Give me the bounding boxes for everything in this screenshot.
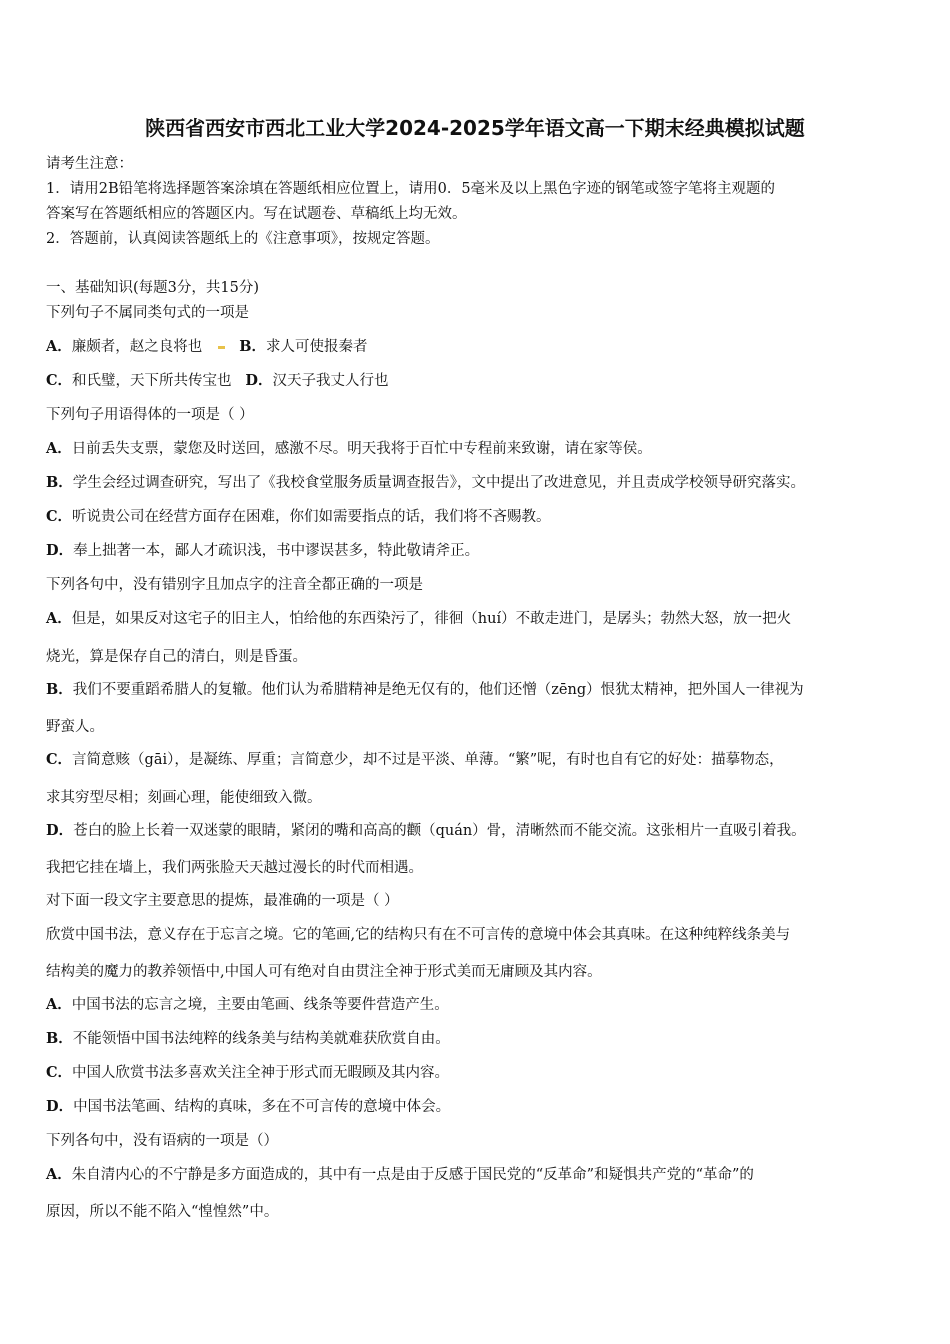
question-1-row-cd	[46, 369, 388, 390]
page-title: 陕西省西安市西北工业大学2024-2025学年语文高一下期末经典模拟试题	[145, 116, 805, 140]
option-a-key: A．	[46, 610, 72, 627]
notice-line-1: 1．请用2B铅笔将选择题答案涂填在答题纸相应位置上，请用0．5毫米及以上黑色字迹的钢笔或签字笔将主观题的	[46, 181, 776, 197]
option-d-text: 汉天子我丈人行也	[272, 373, 389, 389]
question-3-option-d	[46, 819, 806, 840]
option-b-key: B．	[239, 338, 267, 355]
question-2-option-c	[46, 505, 551, 526]
highlight-mark	[218, 346, 225, 349]
option-d-text: 中国书法笔画、结构的真味，多在不可言传的意境中体会。	[73, 1099, 451, 1115]
option-d-key: D．	[245, 372, 273, 389]
question-2-option-a	[46, 437, 652, 458]
option-d-text: 苍白的脸上长着一双迷蒙的眼睛，紧闭的嘴和高高的颧（quán）骨，清晰然而不能交流。这张相片一直吸引着我。	[73, 823, 806, 839]
option-b-text: 学生会经过调查研究，写出了《我校食堂服务质量调查报告》，文中提出了改进意见，并且责成学校领导研究落实。	[72, 475, 806, 491]
option-a-key: A．	[46, 338, 72, 355]
question-4-option-d	[46, 1095, 450, 1116]
option-a-text: 朱自清内心的不宁静是多方面造成的，其中有一点是由于反感于国民党的“反革命”和疑惧共产党的“革命”的	[71, 1167, 754, 1183]
question-3-stem: 下列各句中，没有错别字且加点字的注音全都正确的一项是	[46, 577, 423, 593]
question-4-passage-line-2: 结构美的魔力的教养领悟中,中国人可有绝对自由贯注全神于形式美而无庸顾及其内容。	[46, 964, 602, 980]
option-d-key: D．	[46, 542, 74, 559]
question-3-option-b	[46, 678, 804, 699]
question-3-option-c-cont: 求其穷型尽相；刻画心理，能使细致入微。	[46, 790, 322, 806]
option-b-text: 我们不要重蹈希腊人的复辙。他们认为希腊精神是绝无仅有的，他们还憎（zēng）恨犹太精神，把外国人一律视为	[72, 682, 804, 698]
question-4-stem: 对下面一段文字主要意思的提炼，最准确的一项是（ ）	[46, 893, 399, 909]
question-4-option-a	[46, 993, 449, 1014]
question-4-option-b	[46, 1027, 450, 1048]
question-5-option-a-cont: 原因，所以不能不陷入“惶惶然”中。	[46, 1204, 279, 1220]
option-c-text: 和氏璧，天下所共传宝也	[72, 373, 232, 389]
option-a-key: A．	[46, 1166, 72, 1183]
option-d-text: 奉上拙著一本，鄙人才疏识浅，书中谬误甚多，特此敬请斧正。	[73, 543, 480, 559]
question-4-passage-line-1: 欣赏中国书法，意义存在于忘言之境。它的笔画,它的结构只有在不可言传的意境中体会其真味。在这种纯粹线条美与	[46, 927, 791, 943]
question-3-option-a-cont: 烧光，算是保存自己的清白，则是昏蛋。	[46, 649, 307, 665]
option-c-key: C．	[46, 1064, 73, 1081]
option-b-key: B．	[46, 681, 73, 698]
question-3-option-a	[46, 607, 791, 628]
option-d-key: D．	[46, 1098, 74, 1115]
option-d-key: D．	[46, 822, 74, 839]
option-a-text: 但是，如果反对这宅子的旧主人，怕给他的东西染污了，徘徊（huí）不敢走进门，是孱头；勃然大怒，放一把火	[71, 611, 792, 627]
question-2-option-b	[46, 471, 805, 492]
option-b-key: B．	[46, 474, 73, 491]
option-c-text: 听说贵公司在经营方面存在困难，你们如需要指点的话，我们将不吝赐教。	[72, 509, 551, 525]
notice-line-2: 2．答题前，认真阅读答题纸上的《注意事项》，按规定答题。	[46, 231, 440, 247]
section-heading: 一、基础知识(每题3分，共15分)	[46, 280, 259, 296]
question-3-option-c	[46, 748, 784, 769]
notice-line-1-cont: 答案写在答题纸相应的答题区内。写在试题卷、草稿纸上均无效。	[46, 206, 467, 222]
option-a-key: A．	[46, 440, 72, 457]
option-b-text: 不能领悟中国书法纯粹的线条美与结构美就难获欣赏自由。	[72, 1031, 450, 1047]
question-2-option-d	[46, 539, 479, 560]
option-a-text: 中国书法的忘言之境，主要由笔画、线条等要件营造产生。	[71, 997, 449, 1013]
question-3-option-d-cont: 我把它挂在墙上，我们两张脸天天越过漫长的时代而相遇。	[46, 860, 423, 876]
option-c-key: C．	[46, 751, 73, 768]
option-c-key: C．	[46, 508, 73, 525]
question-2-stem: 下列句子用语得体的一项是（ ）	[46, 407, 254, 423]
question-4-option-c	[46, 1061, 449, 1082]
question-5-option-a	[46, 1163, 754, 1184]
option-a-text: 廉颇者，赵之良将也	[71, 339, 203, 355]
option-c-key: C．	[46, 372, 73, 389]
question-1-stem: 下列句子不属同类句式的一项是	[46, 305, 249, 321]
question-1-row-ab	[46, 335, 368, 356]
option-b-text: 求人可使报秦者	[266, 339, 368, 355]
option-c-text: 中国人欣赏书法多喜欢关注全神于形式而无暇顾及其内容。	[72, 1065, 450, 1081]
notice-heading: 请考生注意：	[46, 156, 133, 172]
question-3-option-b-cont: 野蛮人。	[46, 719, 104, 735]
option-a-key: A．	[46, 996, 72, 1013]
option-b-key: B．	[46, 1030, 73, 1047]
option-a-text: 日前丢失支票，蒙您及时送回，感激不尽。明天我将于百忙中专程前来致谢，请在家等侯。	[71, 441, 652, 457]
question-5-stem: 下列各句中，没有语病的一项是（）	[46, 1133, 278, 1149]
option-c-text: 言简意赅（gāi），是凝练、厚重；言简意少，却不过是平淡、单薄。“繁”呢，有时也自有它的好处：描摹物态，	[72, 752, 784, 768]
